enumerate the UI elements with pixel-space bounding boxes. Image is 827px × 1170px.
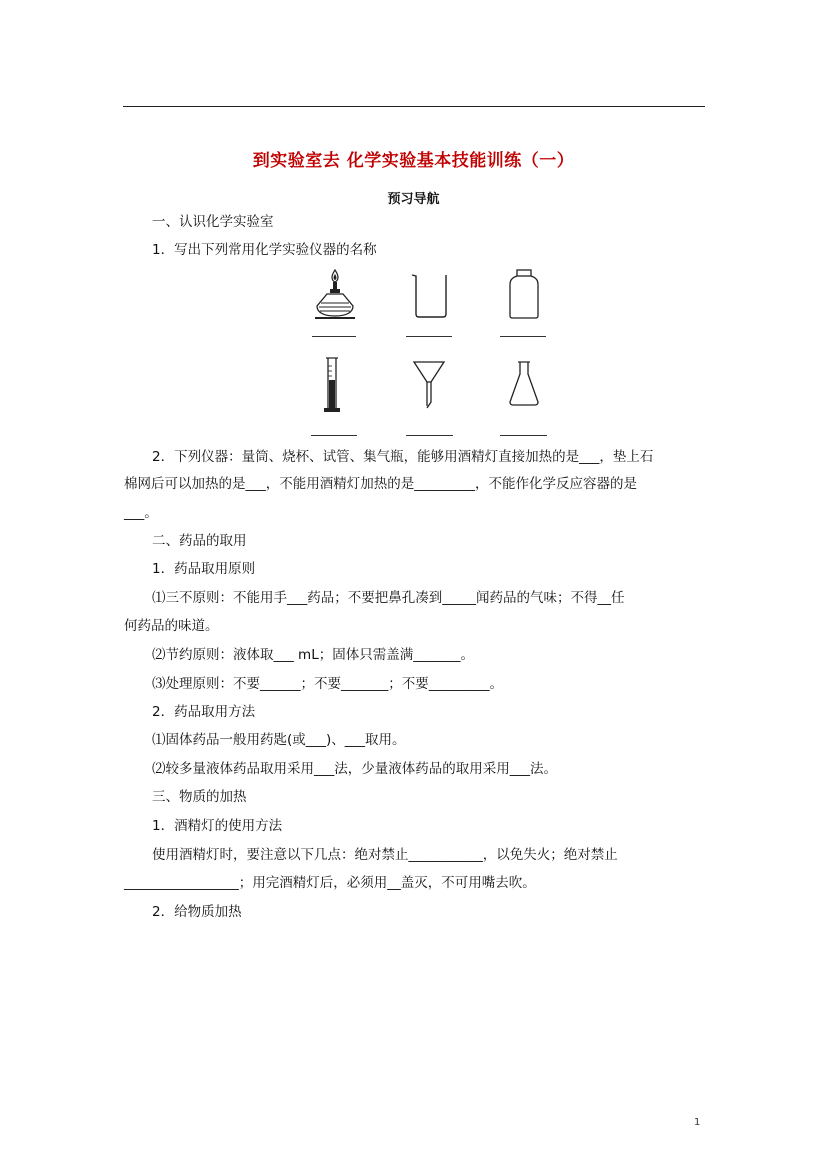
header-rule — [123, 106, 705, 107]
answer-blank[interactable] — [311, 435, 357, 436]
section-heading-3: 三、物质的加热 — [152, 789, 247, 805]
alcohol-lamp-icon — [313, 268, 357, 324]
page-title: 到实验室去 化学实验基本技能训练（一） — [252, 151, 575, 171]
question-2-end: ___。 — [124, 505, 158, 521]
method-liquid: ⑵较多量液体药品取用采用___法，少量液体药品的取用采用___法。 — [152, 761, 557, 777]
lamp-rules-cont: _________________；用完酒精灯后，必须用__盖灭，不可用嘴去吹。 — [124, 875, 536, 891]
answer-blank[interactable] — [312, 336, 356, 337]
section-heading-2: 二、药品的取用 — [152, 533, 247, 549]
section-heading-1: 一、认识化学实验室 — [152, 214, 274, 230]
graduated-cylinder-icon — [322, 356, 344, 416]
question-2: 2．下列仪器：量筒、烧杯、试管、集气瓶，能够用酒精灯直接加热的是___，垫上石 — [152, 449, 654, 465]
conical-flask-icon — [508, 360, 540, 408]
method-solid: ⑴固体药品一般用药匙(或___)、___取用。 — [152, 732, 406, 748]
rule-economy: ⑵节约原则：液体取___ mL；固体只需盖满_______。 — [152, 647, 474, 663]
subheading-heating: 2．给物质加热 — [152, 904, 242, 920]
answer-blank[interactable] — [500, 435, 547, 436]
section-subtitle: 预习导航 — [387, 192, 440, 207]
gas-bottle-icon — [508, 268, 540, 320]
subheading-methods: 2．药品取用方法 — [152, 704, 256, 720]
rule-three-nots: ⑴三不原则：不能用手___药品；不要把鼻孔凑到_____闻药品的气味；不得__任 — [152, 590, 625, 606]
subheading-principles: 1．药品取用原则 — [152, 561, 256, 577]
page-number: 1 — [694, 1117, 701, 1128]
rule-three-nots-cont: 何药品的味道。 — [124, 618, 219, 634]
subheading-lamp-use: 1．酒精灯的使用方法 — [152, 818, 283, 834]
question-2-cont: 棉网后可以加热的是___，不能用酒精灯加热的是_________，不能作化学反应容器的是 — [124, 476, 637, 492]
beaker-icon — [410, 272, 450, 318]
answer-blank[interactable] — [406, 435, 453, 436]
funnel-icon — [412, 360, 446, 410]
answer-blank[interactable] — [406, 336, 452, 337]
rule-disposal: ⑶处理原则：不要______；不要_______；不要_________。 — [152, 676, 503, 692]
question-1: 1．写出下列常用化学实验仪器的名称 — [152, 242, 377, 258]
answer-blank[interactable] — [500, 336, 546, 337]
lamp-rules: 使用酒精灯时，要注意以下几点：绝对禁止___________，以免失火；绝对禁止 — [152, 847, 618, 863]
